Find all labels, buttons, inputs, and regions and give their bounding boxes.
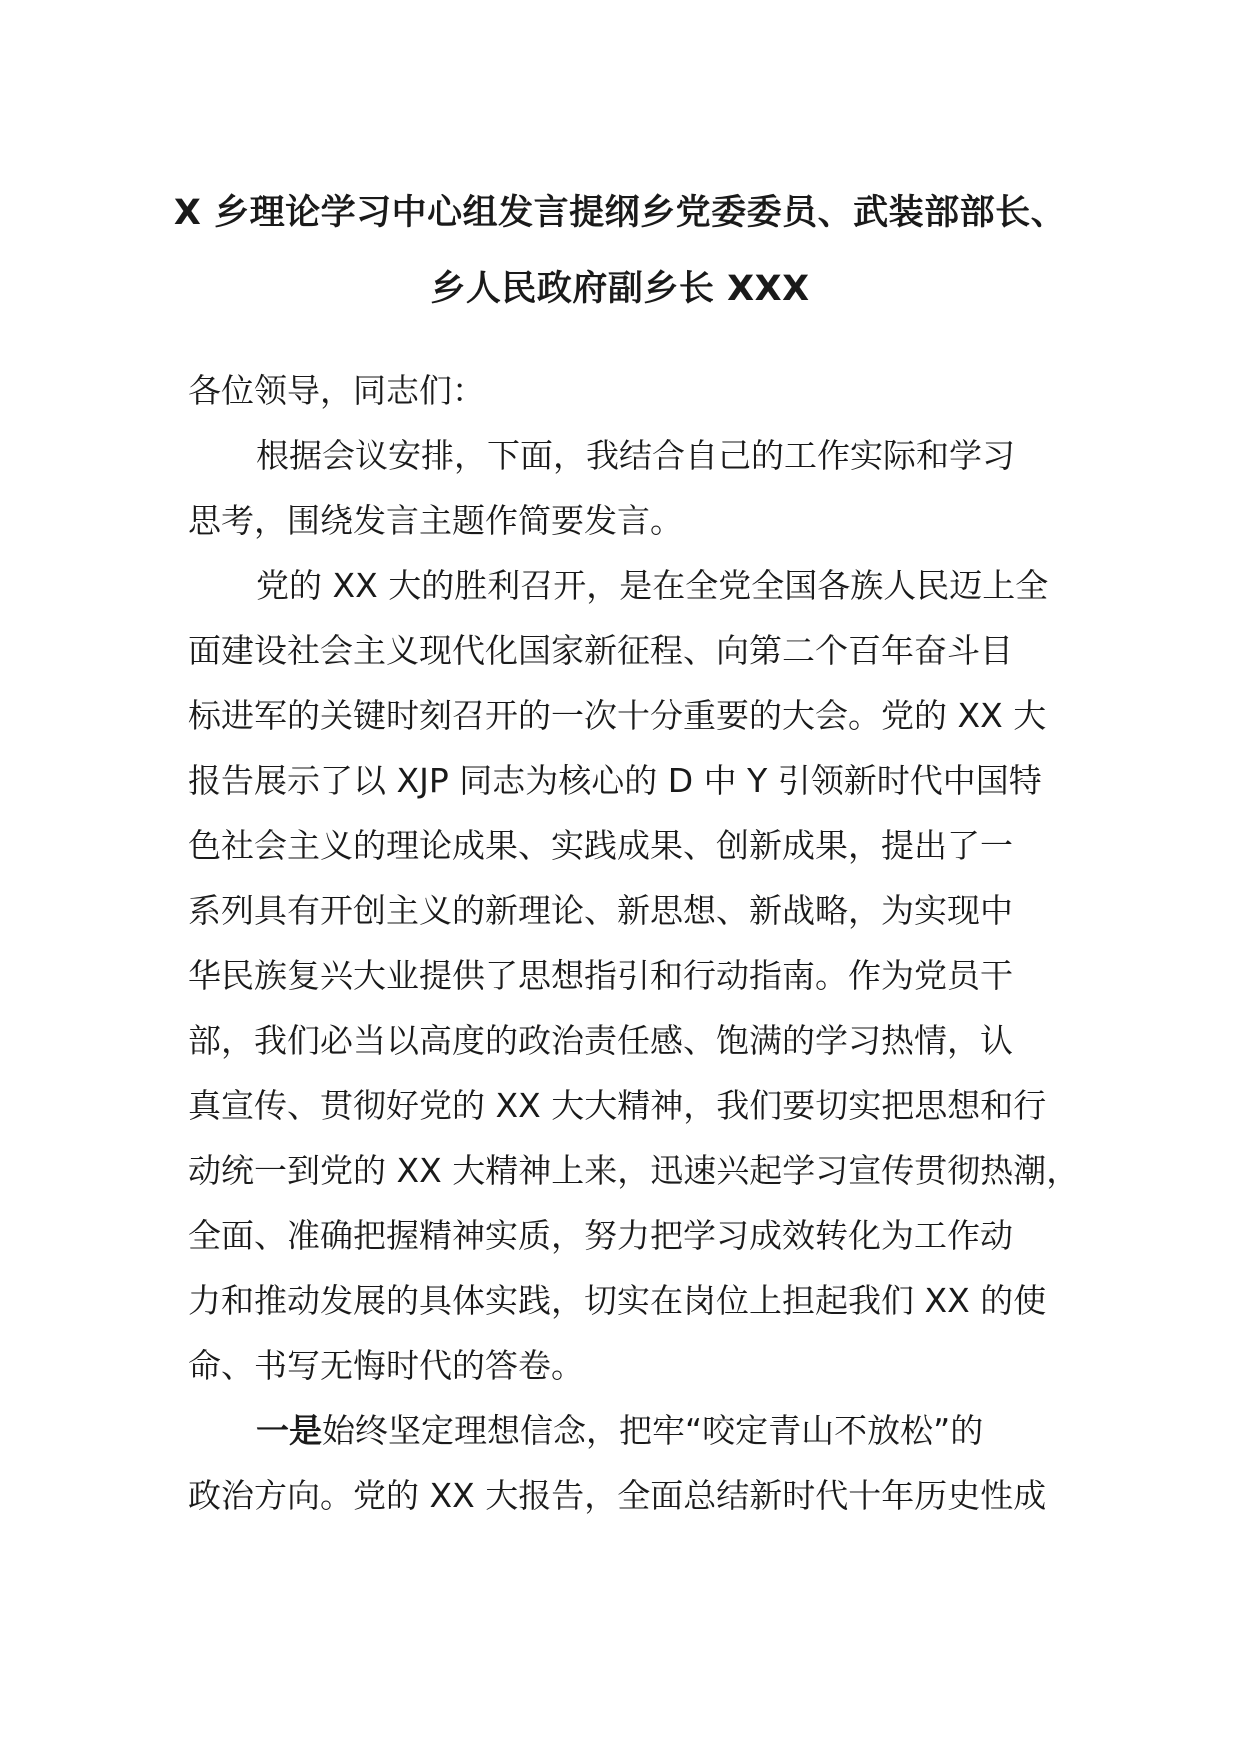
paragraph-2	[188, 553, 1080, 1398]
paragraph-line: 真宣传、贯彻好党的 XX 大大精神，我们要切实把思想和行	[188, 1086, 1047, 1125]
paragraph-line: 根据会议安排，下面，我结合自己的工作实际和学习	[256, 436, 1015, 475]
title-line-1: X 乡理论学习中心组发言提纲乡党委委员、武装部部长、	[173, 193, 1067, 233]
document-title	[150, 175, 1090, 327]
paragraph-line: 华民族复兴大业提供了思想指引和行动指南。作为党员干	[188, 956, 1013, 995]
paragraph-1	[188, 423, 1068, 553]
paragraph-line: 力和推动发展的具体实践，切实在岗位上担起我们 XX 的使	[188, 1281, 1047, 1320]
point-marker: 一是	[256, 1411, 322, 1450]
paragraph-line: 面建设社会主义现代化国家新征程、向第二个百年奋斗目	[188, 631, 1013, 670]
paragraph-line: 标进军的关键时刻召开的一次十分重要的大会。党的 XX 大	[188, 696, 1047, 735]
paragraph-3	[188, 1398, 1068, 1528]
paragraph-line: 系列具有开创主义的新理论、新思想、新战略，为实现中	[188, 891, 1013, 930]
greeting: 各位领导，同志们：	[188, 371, 485, 410]
paragraph-line: 全面、准确把握精神实质，努力把学习成效转化为工作动	[188, 1216, 1013, 1255]
title-line-2: 乡人民政府副乡长 XXX	[430, 269, 810, 309]
paragraph-line: 政治方向。党的 XX 大报告，全面总结新时代十年历史性成	[188, 1476, 1047, 1515]
paragraph-line: 思考，围绕发言主题作简要发言。	[188, 501, 683, 540]
paragraph-line: 命、书写无悔时代的答卷。	[188, 1346, 584, 1385]
paragraph-line: 党的 XX 大的胜利召开，是在全党全国各族人民迈上全	[256, 566, 1049, 605]
paragraph-line: 动统一到党的 XX 大精神上来，迅速兴起学习宣传贯彻热潮，	[188, 1151, 1080, 1190]
paragraph-lead-line	[188, 1398, 1068, 1463]
paragraph-line: 报告展示了以 XJP 同志为核心的 D 中 Y 引领新时代中国特	[188, 761, 1042, 800]
point-heading: 始终坚定理想信念，把牢“咬定青山不放松”的	[322, 1411, 984, 1450]
document-body	[188, 358, 1080, 1528]
paragraph-line: 色社会主义的理论成果、实践成果、创新成果，提出了一	[188, 826, 1013, 865]
paragraph-line: 部，我们必当以高度的政治责任感、饱满的学习热情，认	[188, 1021, 1013, 1060]
